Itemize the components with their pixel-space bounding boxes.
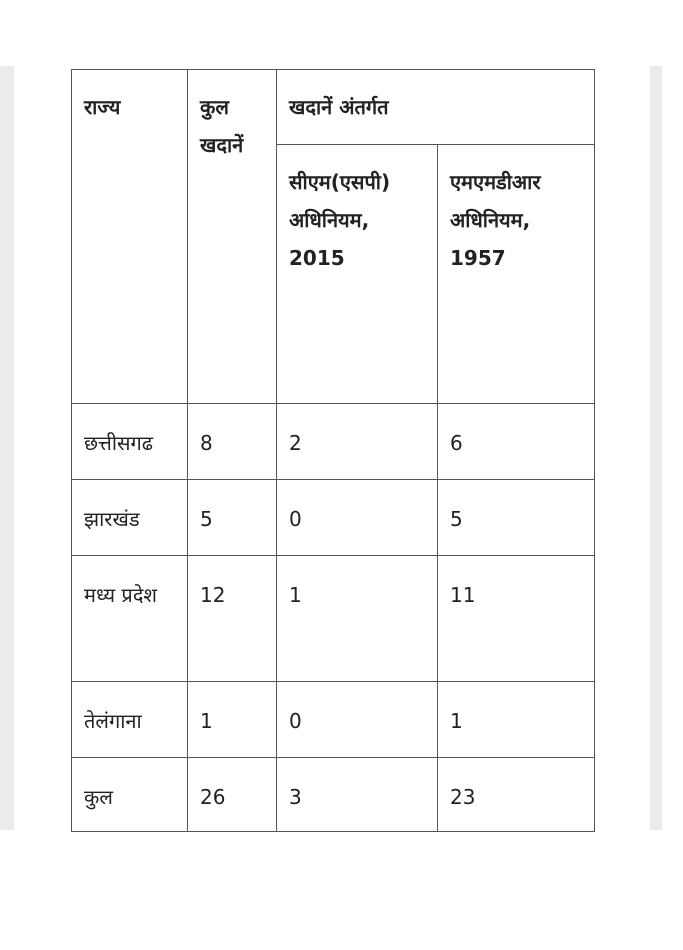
cell-state: छत्तीसगढ xyxy=(72,404,188,480)
cell-mmdr: 5 xyxy=(438,480,595,556)
cell-total-mines: 26 xyxy=(188,758,277,832)
cell-cmsp: 2 xyxy=(277,404,438,480)
cell-cmsp: 0 xyxy=(277,682,438,758)
cell-total-cmsp: 3 xyxy=(277,758,438,832)
table-row xyxy=(72,404,595,480)
left-margin-band xyxy=(0,66,14,830)
cell-state: तेलंगाना xyxy=(72,682,188,758)
cell-total: 5 xyxy=(188,480,277,556)
header-mmdr-act: एमएमडीआर अधिनियम, 1957 xyxy=(438,145,595,404)
cell-cmsp: 0 xyxy=(277,480,438,556)
table-row xyxy=(72,480,595,556)
cell-total-mmdr: 23 xyxy=(438,758,595,832)
cell-total: 12 xyxy=(188,556,277,682)
cell-mmdr: 11 xyxy=(438,556,595,682)
cell-total-label: कुल xyxy=(72,758,188,832)
table-row xyxy=(72,556,595,682)
header-state: राज्य xyxy=(72,70,188,404)
cell-total: 8 xyxy=(188,404,277,480)
cell-mmdr: 6 xyxy=(438,404,595,480)
header-total-mines: कुल खदानें xyxy=(188,70,277,404)
cell-total: 1 xyxy=(188,682,277,758)
right-margin-band xyxy=(650,66,662,830)
table-row xyxy=(72,682,595,758)
table-header-row xyxy=(72,70,595,145)
coal-mines-table xyxy=(71,69,595,832)
cell-state: झारखंड xyxy=(72,480,188,556)
header-cmsp-act: सीएम(एसपी) अधिनियम, 2015 xyxy=(277,145,438,404)
cell-state: मध्य प्रदेश xyxy=(72,556,188,682)
header-mines-under: खदानें अंतर्गत xyxy=(277,70,595,145)
table-total-row xyxy=(72,758,595,832)
cell-cmsp: 1 xyxy=(277,556,438,682)
cell-mmdr: 1 xyxy=(438,682,595,758)
